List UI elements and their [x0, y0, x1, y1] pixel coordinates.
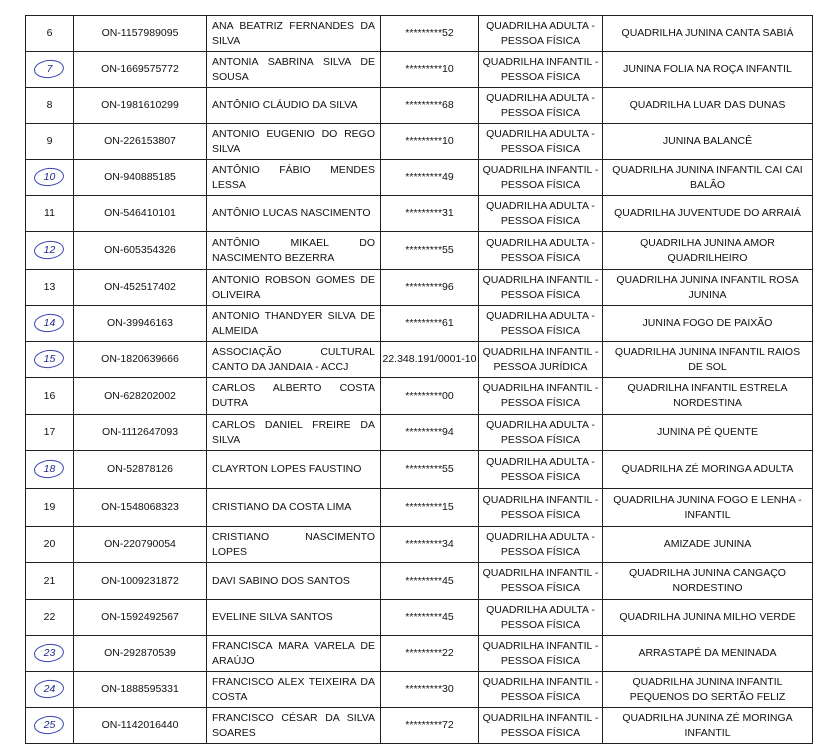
registration-id-cell: ON-220790054: [74, 527, 207, 563]
handwritten-circle-mark: [33, 239, 65, 260]
proponent-name-cell: ANTONIO ROBSON GOMES DE OLIVEIRA: [207, 270, 381, 306]
registration-id-cell: ON-1820639666: [74, 342, 207, 378]
row-number: [43, 243, 57, 258]
row-number: [43, 610, 57, 625]
table-row: [26, 160, 813, 196]
registration-id-cell: ON-1009231872: [74, 563, 207, 600]
group-name-cell: QUADRILHA JUNINA AMOR QUADRILHEIRO: [603, 232, 813, 270]
category-cell: QUADRILHA INFANTIL - PESSOA FÍSICA: [479, 52, 603, 88]
proponent-name-cell: ANTONIO EUGENIO DO REGO SILVA: [207, 124, 381, 160]
proponent-name-cell: ANTÔNIO CLÁUDIO DA SILVA: [207, 88, 381, 124]
table-row: [26, 232, 813, 270]
registration-id-cell: ON-546410101: [74, 196, 207, 232]
group-name-cell: AMIZADE JUNINA: [603, 527, 813, 563]
group-name-cell: QUADRILHA LUAR DAS DUNAS: [603, 88, 813, 124]
row-number: [43, 646, 57, 661]
row-number: [43, 26, 57, 41]
category-cell: QUADRILHA INFANTIL - PESSOA FÍSICA: [479, 563, 603, 600]
group-name-cell: QUADRILHA JUNINA INFANTIL CAI CAI BALÃO: [603, 160, 813, 196]
category-cell: QUADRILHA ADULTA - PESSOA FÍSICA: [479, 527, 603, 563]
category-cell: QUADRILHA INFANTIL - PESSOA FÍSICA: [479, 489, 603, 527]
table-body: [26, 16, 813, 744]
table-row: [26, 415, 813, 451]
table-row: [26, 672, 813, 708]
document-number-cell: *********22: [381, 636, 479, 672]
row-number-text: 15: [43, 353, 56, 365]
category-cell: QUADRILHA ADULTA - PESSOA FÍSICA: [479, 451, 603, 489]
proponent-name-cell: CRISTIANO DA COSTA LIMA: [207, 489, 381, 527]
group-name-cell: JUNINA BALANCÊ: [603, 124, 813, 160]
table-row: [26, 378, 813, 415]
handwritten-circle-mark: [33, 312, 65, 333]
handwritten-circle-mark: [33, 678, 65, 699]
registration-id-cell: ON-1669575772: [74, 52, 207, 88]
table-row: [26, 16, 813, 52]
row-number-cell: [26, 527, 74, 563]
table-row: [26, 88, 813, 124]
table-row: [26, 563, 813, 600]
handwritten-circle-mark: [33, 166, 65, 187]
registration-id-cell: ON-39946163: [74, 306, 207, 342]
table-row: [26, 52, 813, 88]
document-number-cell: *********15: [381, 489, 479, 527]
row-number: [43, 425, 57, 440]
group-name-cell: QUADRILHA ZÉ MORINGA ADULTA: [603, 451, 813, 489]
registration-id-cell: ON-1142016440: [74, 708, 207, 744]
row-number-text: 20: [43, 538, 56, 550]
category-cell: QUADRILHA ADULTA - PESSOA FÍSICA: [479, 415, 603, 451]
row-number: [43, 389, 57, 404]
registration-table: [25, 15, 813, 744]
document-number-cell: *********10: [381, 124, 479, 160]
document-number-cell: *********94: [381, 415, 479, 451]
row-number-text: 25: [43, 719, 56, 731]
row-number-cell: [26, 600, 74, 636]
registration-id-cell: ON-1981610299: [74, 88, 207, 124]
row-number-cell: [26, 16, 74, 52]
table-row: [26, 451, 813, 489]
document-number-cell: *********10: [381, 52, 479, 88]
registration-id-cell: ON-52878126: [74, 451, 207, 489]
proponent-name-cell: CRISTIANO NASCIMENTO LOPES: [207, 527, 381, 563]
registration-id-cell: ON-226153807: [74, 124, 207, 160]
row-number-text: 13: [43, 281, 56, 293]
row-number-cell: [26, 672, 74, 708]
proponent-name-cell: ANTONIO THANDYER SILVA DE ALMEIDA: [207, 306, 381, 342]
document-number-cell: *********34: [381, 527, 479, 563]
group-name-cell: QUADRILHA JUNINA INFANTIL PEQUENOS DO SERTÃO FELIZ: [603, 672, 813, 708]
row-number-cell: [26, 451, 74, 489]
proponent-name-cell: ANTÔNIO MIKAEL DO NASCIMENTO BEZERRA: [207, 232, 381, 270]
document-number-cell: *********00: [381, 378, 479, 415]
category-cell: QUADRILHA INFANTIL - PESSOA FÍSICA: [479, 160, 603, 196]
category-cell: QUADRILHA INFANTIL - PESSOA FÍSICA: [479, 636, 603, 672]
category-cell: QUADRILHA INFANTIL - PESSOA FÍSICA: [479, 378, 603, 415]
group-name-cell: JUNINA FOLIA NA ROÇA INFANTIL: [603, 52, 813, 88]
category-cell: QUADRILHA INFANTIL - PESSOA FÍSICA: [479, 708, 603, 744]
table-row: [26, 600, 813, 636]
registration-id-cell: ON-1112647093: [74, 415, 207, 451]
row-number-text: 24: [43, 683, 56, 695]
row-number: [43, 500, 57, 515]
row-number-text: 7: [46, 63, 53, 75]
row-number-text: 23: [43, 647, 56, 659]
handwritten-circle-mark: [33, 348, 65, 369]
group-name-cell: JUNINA FOGO DE PAIXÃO: [603, 306, 813, 342]
row-number: [43, 134, 57, 149]
row-number-cell: [26, 88, 74, 124]
row-number-cell: [26, 270, 74, 306]
row-number-text: 22: [43, 611, 56, 623]
row-number-text: 17: [43, 426, 56, 438]
group-name-cell: QUADRILHA JUNINA INFANTIL RAIOS DE SOL: [603, 342, 813, 378]
document-number-cell: *********55: [381, 232, 479, 270]
proponent-name-cell: CLAYRTON LOPES FAUSTINO: [207, 451, 381, 489]
document-number-cell: *********68: [381, 88, 479, 124]
row-number-cell: [26, 636, 74, 672]
row-number: [43, 62, 57, 77]
group-name-cell: QUADRILHA JUNINA INFANTIL ROSA JUNINA: [603, 270, 813, 306]
row-number-text: 10: [43, 171, 56, 183]
table-row: [26, 306, 813, 342]
registration-id-cell: ON-1157989095: [74, 16, 207, 52]
row-number-text: 18: [43, 463, 56, 475]
table-row: [26, 527, 813, 563]
row-number: [43, 462, 57, 477]
table-row: [26, 636, 813, 672]
category-cell: QUADRILHA ADULTA - PESSOA FÍSICA: [479, 124, 603, 160]
row-number-text: 16: [43, 389, 56, 402]
group-name-cell: QUADRILHA INFANTIL ESTRELA NORDESTINA: [603, 378, 813, 415]
group-name-cell: ARRASTAPÉ DA MENINADA: [603, 636, 813, 672]
category-cell: QUADRILHA ADULTA - PESSOA FÍSICA: [479, 306, 603, 342]
registration-id-cell: ON-605354326: [74, 232, 207, 270]
document-number-cell: *********45: [381, 600, 479, 636]
category-cell: QUADRILHA ADULTA - PESSOA FÍSICA: [479, 88, 603, 124]
proponent-name-cell: FRANCISCO ALEX TEIXEIRA DA COSTA: [207, 672, 381, 708]
registration-id-cell: ON-940885185: [74, 160, 207, 196]
table-row: [26, 342, 813, 378]
table-row: [26, 124, 813, 160]
proponent-name-cell: ASSOCIAÇÃO CULTURAL CANTO DA JANDAIA - ACCJ: [207, 342, 381, 378]
category-cell: QUADRILHA INFANTIL - PESSOA JURÍDICA: [479, 342, 603, 378]
group-name-cell: QUADRILHA JUNINA ZÉ MORINGA INFANTIL: [603, 708, 813, 744]
group-name-cell: QUADRILHA JUNINA MILHO VERDE: [603, 600, 813, 636]
registration-id-cell: ON-1548068323: [74, 489, 207, 527]
row-number: [43, 574, 57, 589]
table-row: [26, 708, 813, 744]
proponent-name-cell: ANTÔNIO FÁBIO MENDES LESSA: [207, 160, 381, 196]
group-name-cell: QUADRILHA JUNINA FOGO E LENHA - INFANTIL: [603, 489, 813, 527]
row-number-text: 12: [43, 244, 56, 256]
group-name-cell: QUADRILHA JUNINA CANGAÇO NORDESTINO: [603, 563, 813, 600]
row-number-cell: [26, 124, 74, 160]
handwritten-circle-mark: [33, 714, 65, 735]
document-number-cell: *********55: [381, 451, 479, 489]
category-cell: QUADRILHA INFANTIL - PESSOA FÍSICA: [479, 672, 603, 708]
category-cell: QUADRILHA ADULTA - PESSOA FÍSICA: [479, 16, 603, 52]
handwritten-circle-mark: [33, 58, 65, 79]
category-cell: QUADRILHA ADULTA - PESSOA FÍSICA: [479, 196, 603, 232]
row-number-cell: [26, 563, 74, 600]
proponent-name-cell: FRANCISCA MARA VARELA DE ARAÚJO: [207, 636, 381, 672]
table-row: [26, 270, 813, 306]
proponent-name-cell: ANTONIA SABRINA SILVA DE SOUSA: [207, 52, 381, 88]
document-number-cell: *********61: [381, 306, 479, 342]
table-row: [26, 489, 813, 527]
row-number-cell: [26, 489, 74, 527]
document-number-cell: 22.348.191/0001-10: [381, 342, 479, 378]
proponent-name-cell: ANTÔNIO LUCAS NASCIMENTO: [207, 196, 381, 232]
row-number-cell: [26, 196, 74, 232]
proponent-name-cell: CARLOS ALBERTO COSTA DUTRA: [207, 378, 381, 415]
document-number-cell: *********45: [381, 563, 479, 600]
row-number: [43, 682, 57, 697]
group-name-cell: QUADRILHA JUNINA CANTA SABIÁ: [603, 16, 813, 52]
row-number: [43, 206, 57, 221]
document-number-cell: *********31: [381, 196, 479, 232]
category-cell: QUADRILHA INFANTIL - PESSOA FÍSICA: [479, 270, 603, 306]
registration-id-cell: ON-452517402: [74, 270, 207, 306]
row-number-cell: [26, 378, 74, 415]
row-number: [43, 280, 57, 295]
registration-id-cell: ON-1888595331: [74, 672, 207, 708]
row-number-text: 6: [46, 27, 53, 39]
row-number-cell: [26, 160, 74, 196]
row-number-cell: [26, 232, 74, 270]
document-number-cell: *********52: [381, 16, 479, 52]
row-number-cell: [26, 415, 74, 451]
registration-id-cell: ON-292870539: [74, 636, 207, 672]
row-number: [43, 352, 57, 367]
document-number-cell: *********72: [381, 708, 479, 744]
proponent-name-cell: EVELINE SILVA SANTOS: [207, 600, 381, 636]
row-number-cell: [26, 708, 74, 744]
category-cell: QUADRILHA ADULTA - PESSOA FÍSICA: [479, 232, 603, 270]
proponent-name-cell: DAVI SABINO DOS SANTOS: [207, 563, 381, 600]
handwritten-circle-mark: [33, 642, 65, 663]
row-number-cell: [26, 52, 74, 88]
row-number: [43, 170, 57, 185]
proponent-name-cell: FRANCISCO CÉSAR DA SILVA SOARES: [207, 708, 381, 744]
row-number-cell: [26, 306, 74, 342]
row-number: [43, 316, 57, 331]
group-name-cell: QUADRILHA JUVENTUDE DO ARRAIÁ: [603, 196, 813, 232]
document-number-cell: *********96: [381, 270, 479, 306]
row-number-text: 14: [43, 317, 56, 329]
row-number-text: 19: [43, 501, 56, 513]
handwritten-circle-mark: [33, 458, 65, 479]
proponent-name-cell: ANA BEATRIZ FERNANDES DA SILVA: [207, 16, 381, 52]
document-number-cell: *********49: [381, 160, 479, 196]
proponent-name-cell: CARLOS DANIEL FREIRE DA SILVA: [207, 415, 381, 451]
row-number-text: 8: [46, 99, 53, 111]
row-number: [43, 718, 57, 733]
row-number-cell: [26, 342, 74, 378]
row-number: [43, 537, 57, 552]
row-number-text: 9: [46, 135, 53, 147]
registration-id-cell: ON-1592492567: [74, 600, 207, 636]
table-row: [26, 196, 813, 232]
document-number-cell: *********30: [381, 672, 479, 708]
category-cell: QUADRILHA ADULTA - PESSOA FÍSICA: [479, 600, 603, 636]
row-number-text: 11: [44, 207, 55, 219]
registration-id-cell: ON-628202002: [74, 378, 207, 415]
group-name-cell: JUNINA PÉ QUENTE: [603, 415, 813, 451]
row-number: [43, 98, 57, 113]
row-number-text: 21: [43, 574, 56, 587]
